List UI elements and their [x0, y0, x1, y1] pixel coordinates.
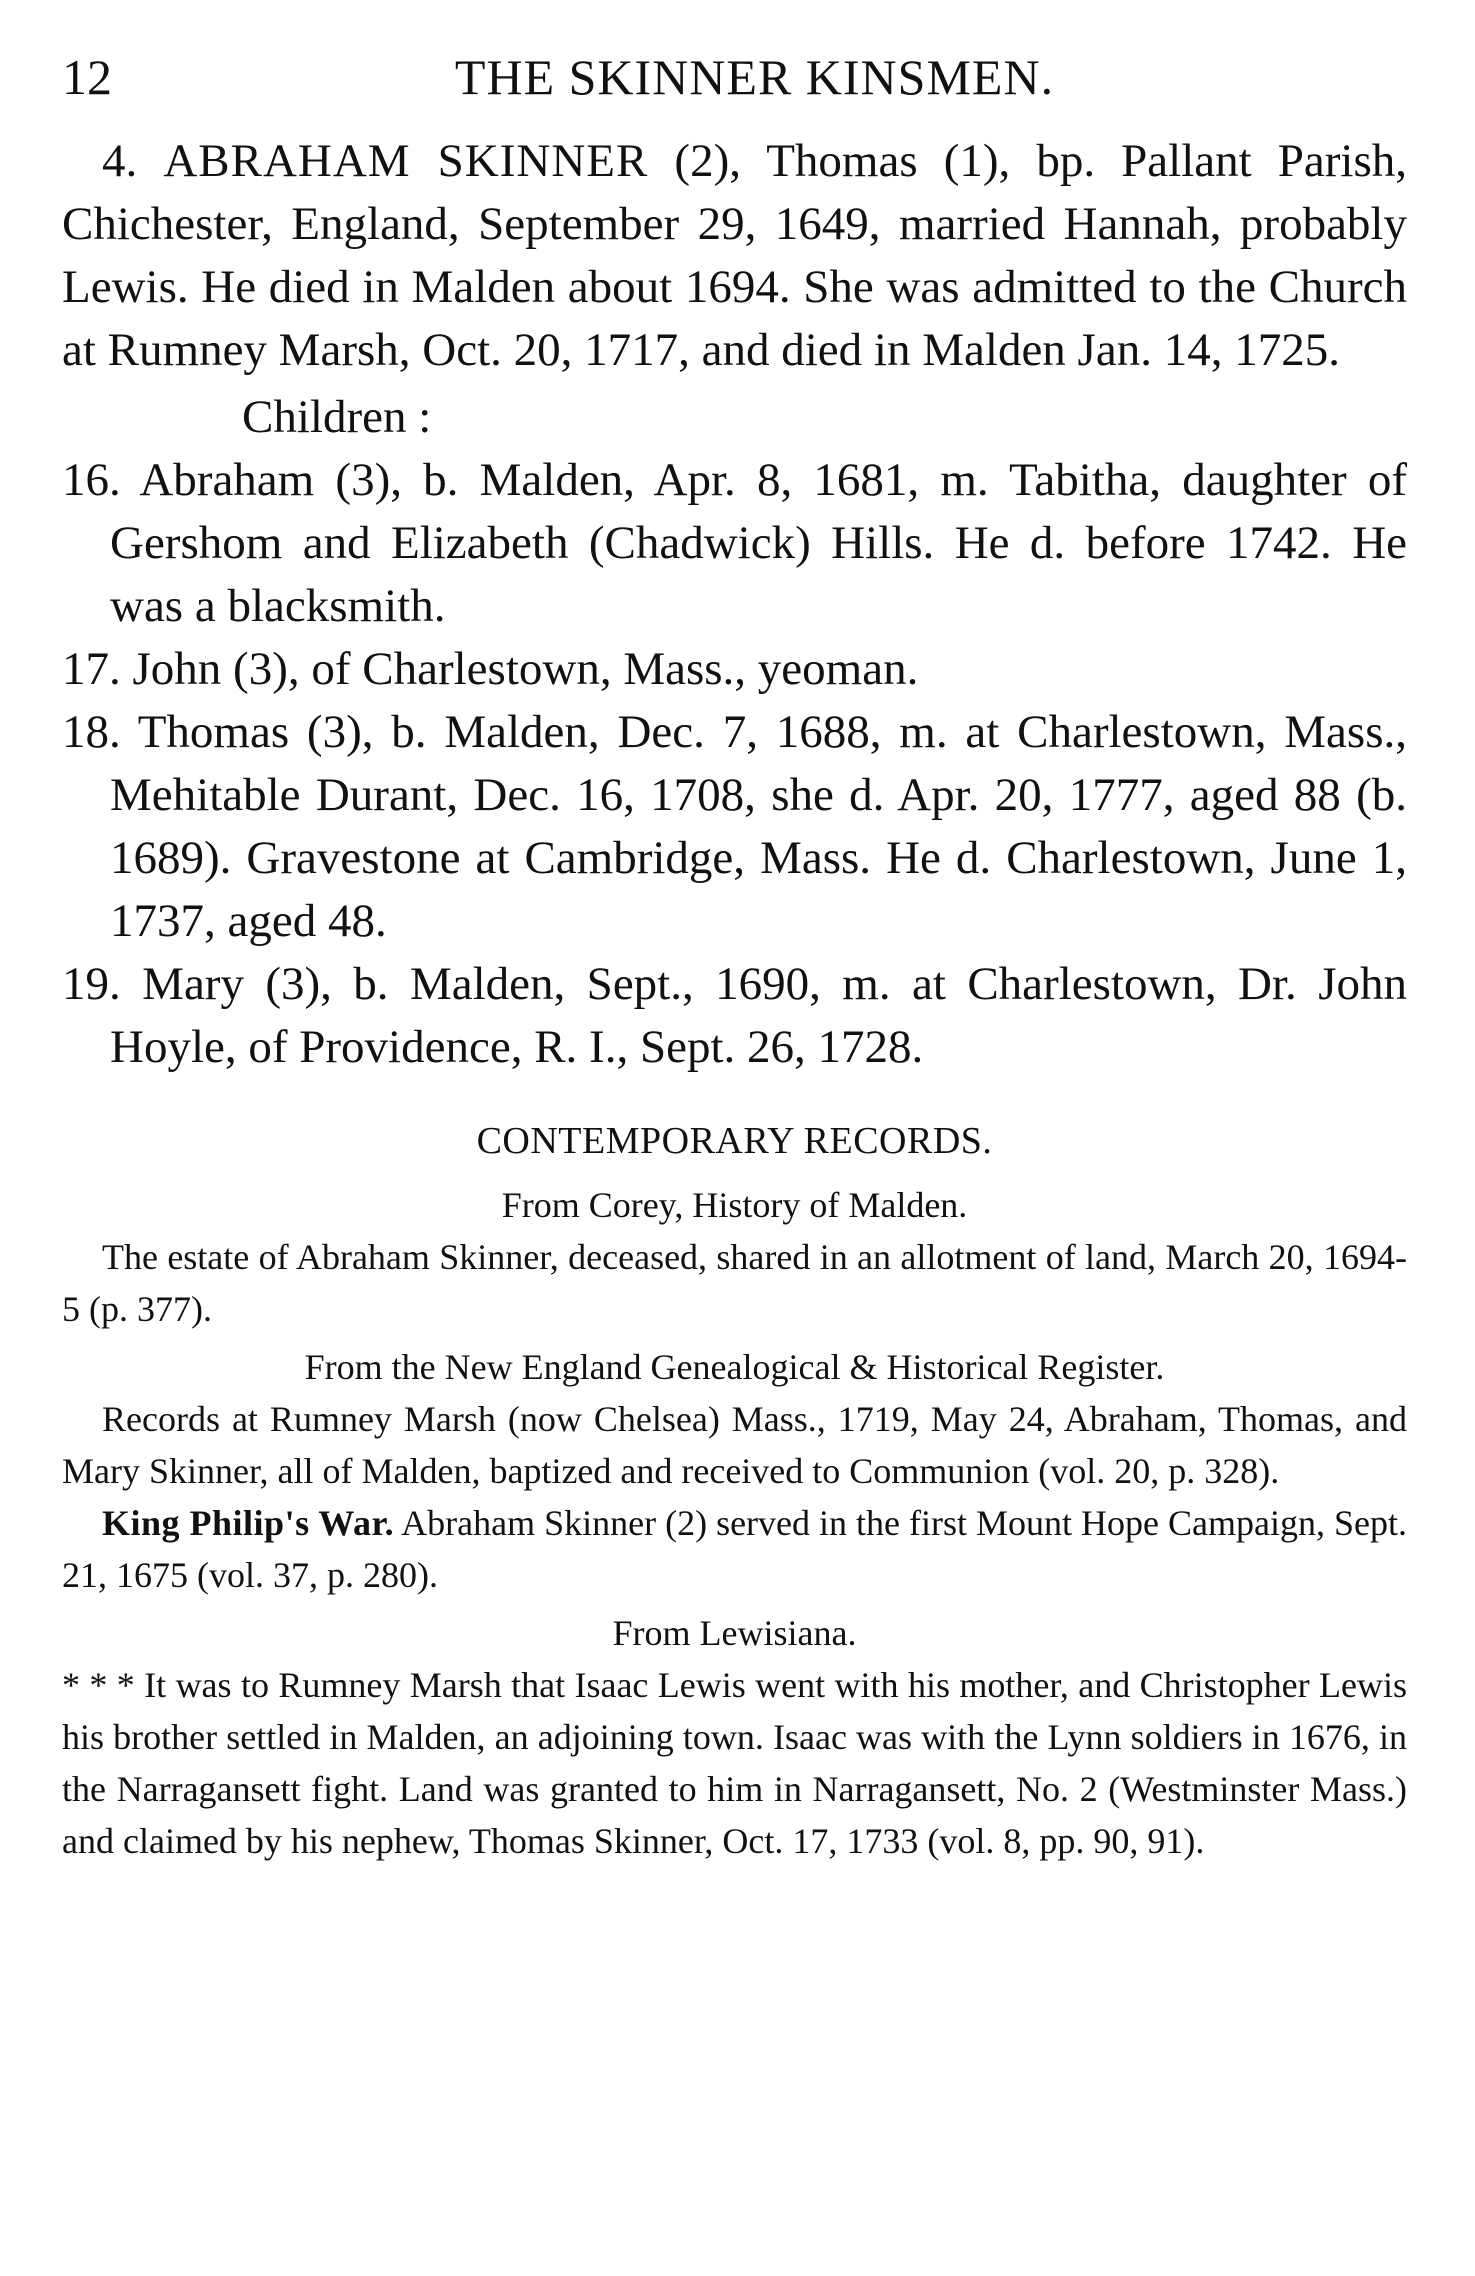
- entry-name: ABRAHAM SKINNER: [163, 135, 649, 187]
- entry-text: (2), Thomas (1), bp. Pallant Parish, Chichester, England, September 29, 1649, married Hannah, probably Lewis. He died in Malden about 1694. She was admitted to the Church at Rumney Marsh, Oct. 20, 1717, and died in Malden Jan. 14, 1725.: [62, 135, 1407, 376]
- source-heading-corey: From Corey, History of Malden.: [501, 1185, 968, 1225]
- entry-paragraph: [62, 130, 1407, 382]
- child-entry: 16. Abraham (3), b. Malden, Apr. 8, 1681, m. Tabitha, daughter of Gershom and Elizabeth (Chadwick) Hills. He d. before 1742. He was a blacksmith.: [62, 454, 1407, 632]
- page-header: [62, 0, 1407, 130]
- record-lewisiana: * * * It was to Rumney Marsh that Isaac Lewis went with his mother, and Christopher Lewis his brother settled in Malden, an adjoining town. Isaac was with the Lynn soldiers in 1676, in the Narragansett fight. Land was granted to him in Narragansett, No. 2 (Westminster Mass.) and claimed by his nephew, Thomas Skinner, Oct. 17, 1733 (vol. 8, pp. 90, 91).: [62, 1665, 1407, 1861]
- children-label: Children :: [242, 391, 432, 443]
- records-heading: CONTEMPORARY RECORDS.: [476, 1120, 993, 1162]
- child-entry: 17. John (3), of Charlestown, Mass., yeoman.: [62, 643, 919, 695]
- child-entry: 18. Thomas (3), b. Malden, Dec. 7, 1688, m. at Charlestown, Mass., Mehitable Durant, Dec. 16, 1708, she d. Apr. 20, 1777, aged 88 (b. 1689). Gravestone at Cambridge, Mass. He d. Charlestown, June 1, 1737, aged 48.: [62, 706, 1407, 947]
- source-heading-register: From the New England Genealogical & Historical Register.: [304, 1347, 1165, 1387]
- record-corey: The estate of Abraham Skinner, deceased, shared in an allotment of land, March 20, 1694-5 (p. 377).: [62, 1237, 1407, 1329]
- child-entry: 19. Mary (3), b. Malden, Sept., 1690, m. at Charlestown, Dr. John Hoyle, of Providence, R. I., Sept. 26, 1728.: [62, 958, 1407, 1073]
- war-label: King Philip's War.: [102, 1503, 395, 1543]
- main-text: [62, 130, 1407, 1079]
- record-register: Records at Rumney Marsh (now Chelsea) Mass., 1719, May 24, Abraham, Thomas, and Mary Skinner, all of Malden, baptized and received to Communion (vol. 20, p. 328).: [62, 1399, 1407, 1491]
- war-text: Abraham Skinner (2) served in the first Mount Hope Campaign, Sept. 21, 1675 (vol. 37, p. 280).: [62, 1503, 1407, 1595]
- record-king-philips-war: [62, 1497, 1407, 1601]
- page-number: 12: [62, 49, 112, 105]
- running-title: THE SKINNER KINSMEN.: [454, 49, 1055, 105]
- source-heading-lewisiana: From Lewisiana.: [612, 1613, 857, 1653]
- entry-number: 4.: [102, 135, 138, 187]
- records-section: [62, 1179, 1407, 1867]
